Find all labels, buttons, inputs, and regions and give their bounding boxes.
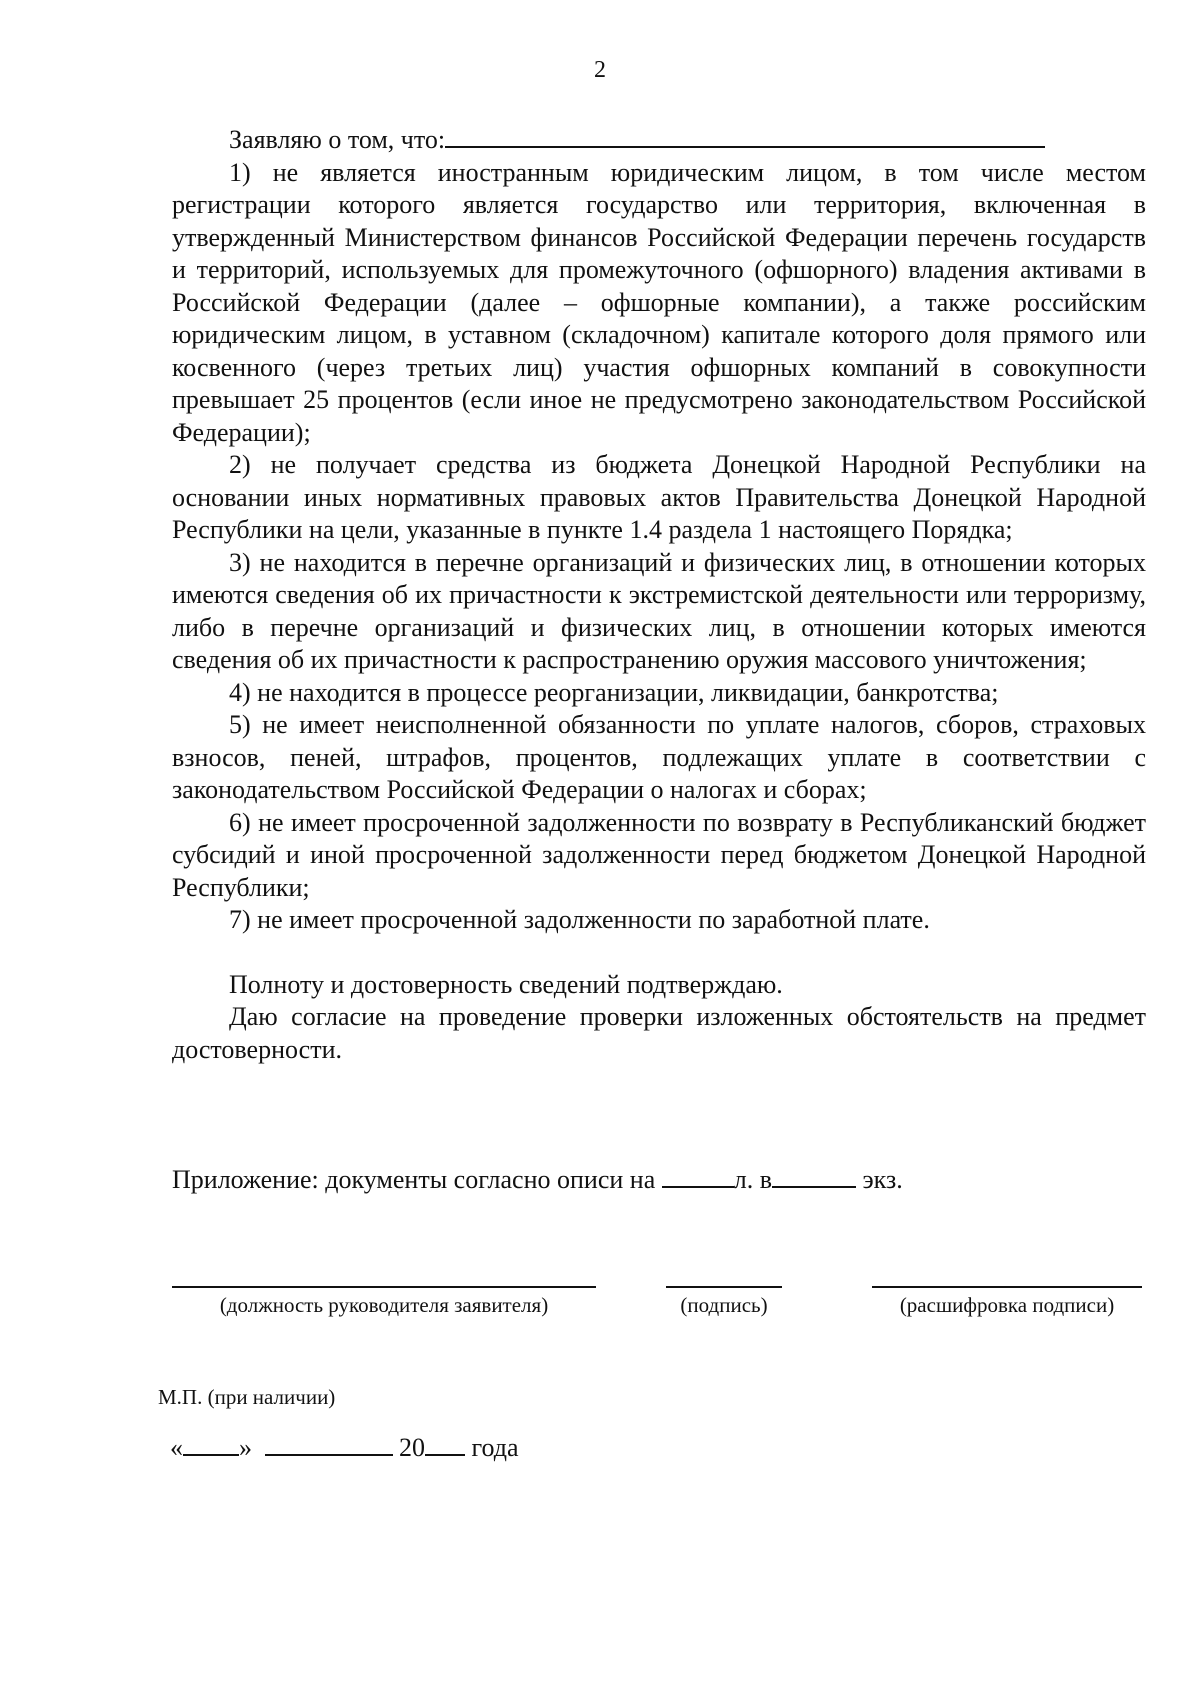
date-century: 20 [399, 1433, 425, 1462]
decoding-caption: (расшифровка подписи) [899, 1293, 1115, 1317]
date-close-quote: » [239, 1433, 252, 1462]
declaration-item-1: 1) не является иностранным юридическим лицом, в том числе местом регистрации которого является государство или территория, включенная в утвержденный Министерством финансов Российской Федерации перечень государств и территорий, используемых для промежуточного (офшорного) владения активами в Российской Федерации (далее – офшорные компании), а также российским юридическим лицом, в уставном (складочном) капитале которого доля прямого или косвенного (через третьих лиц) участия офшорных компаний в совокупности превышает 25 процентов (если иное не предусмотрено законодательством Российской Федерации); [172, 157, 1146, 447]
signature-caption: (подпись) [680, 1293, 768, 1317]
copies-count-field[interactable] [772, 1162, 856, 1188]
position-line-field[interactable] [172, 1286, 596, 1288]
sheets-count-field[interactable] [662, 1162, 734, 1188]
year-word: года [471, 1433, 519, 1462]
declaration-item-3: 3) не находится в перечне организаций и физических лиц, в отношении которых имеются сведения об их причастности к экстремистской деятельности или терроризму, либо в перечне организаций и физических лиц, в отношении которых имеются сведения об их причастности к распространению оружия массового уничтожения; [172, 547, 1146, 674]
year-field[interactable] [425, 1430, 465, 1456]
declaration-item-4: 4) не находится в процессе реорганизации, ликвидации, банкротства; [229, 677, 999, 707]
month-field[interactable] [265, 1430, 393, 1456]
date-open-quote: « [170, 1433, 183, 1462]
decoding-line-field[interactable] [872, 1286, 1142, 1288]
stamp-note: М.П. (при наличии) [158, 1385, 336, 1409]
intro-text: Заявляю о том, что: [229, 125, 446, 154]
declaration-item-5: 5) не имеет неисполненной обязанности по уплате налогов, сборов, страховых взносов, пеней, штрафов, процентов, подлежащих уплате в соответствии с законодательством Российской Федерации о налогах и сборах; [172, 710, 1146, 804]
signature-line-field[interactable] [666, 1286, 782, 1288]
declaration-intro [172, 122, 1146, 157]
day-field[interactable] [183, 1430, 239, 1456]
intro-blank-field[interactable] [445, 122, 1045, 148]
spacer [172, 937, 1146, 969]
consent-text: Даю согласие на проведение проверки изложенных обстоятельств на предмет достоверности. [172, 1002, 1146, 1064]
position-caption: (должность руководителя заявителя) [219, 1293, 549, 1317]
page-number: 2 [594, 57, 606, 83]
attachment-line [172, 1162, 903, 1196]
confirmation-text: Полноту и достоверность сведений подтверждаю. [229, 969, 783, 999]
date-line [170, 1430, 519, 1464]
declaration-item-6: 6) не имеет просроченной задолженности по возврату в Республиканский бюджет субсидий и иной просроченной задолженности перед бюджетом Донецкой Народной Республики; [172, 807, 1146, 902]
copies-unit: экз. [862, 1165, 903, 1194]
attachment-prefix: Приложение: документы согласно описи на [172, 1165, 656, 1194]
sheets-unit: л. в [733, 1165, 773, 1194]
declaration-item-7: 7) не имеет просроченной задолженности по заработной плате. [229, 905, 930, 934]
declaration-body [172, 122, 1146, 1066]
declaration-item-2: 2) не получает средства из бюджета Донецкой Народной Республики на основании иных нормативных правовых актов Правительства Донецкой Народной Республики на цели, указанные в пункте 1.4 раздела 1 настоящего Порядка; [172, 450, 1146, 544]
